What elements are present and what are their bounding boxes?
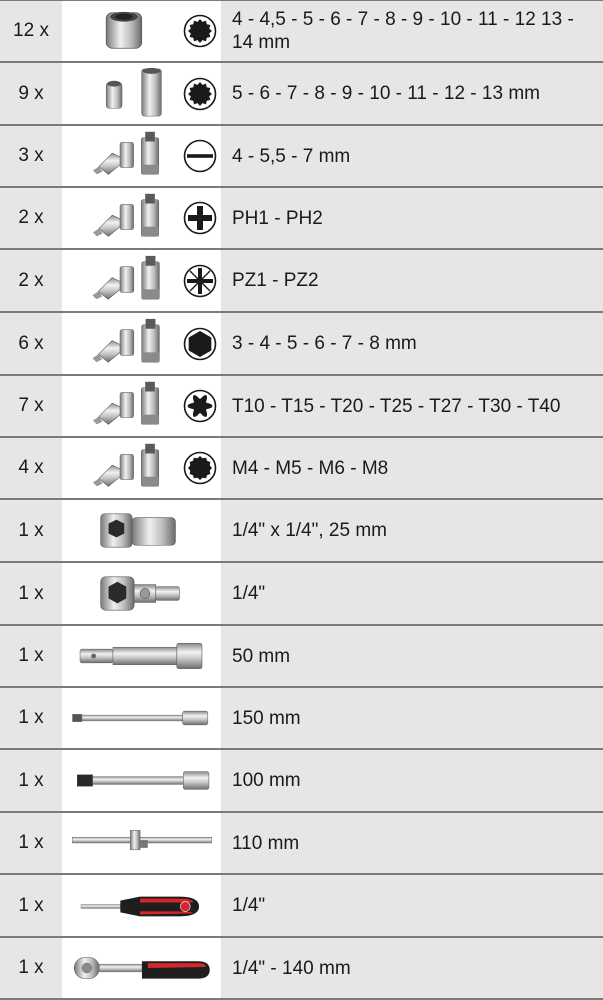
t-handle-image	[62, 813, 221, 873]
extension-long-image	[62, 688, 221, 748]
spec-cell	[232, 563, 595, 624]
quantity-cell: 2 x	[18, 269, 44, 291]
table-row	[0, 875, 603, 938]
spec-cell	[232, 875, 595, 936]
table-row	[0, 500, 603, 563]
tool-image-cell	[62, 438, 221, 498]
quantity-cell: 4 x	[18, 457, 44, 478]
quantity-cell: 1 x	[18, 582, 44, 604]
bit-socket-image	[62, 313, 180, 374]
quantity-cell: 1 x	[18, 832, 44, 853]
spec-text: PH1 - PH2	[232, 207, 323, 229]
quantity-cell: 6 x	[18, 332, 44, 354]
table-row	[0, 313, 603, 376]
12-point-icon	[183, 14, 217, 48]
tool-image-cell	[62, 813, 221, 873]
spec-cell	[232, 250, 595, 311]
spec-text: 150 mm	[232, 707, 301, 729]
spec-text: 4 - 5,5 - 7 mm	[232, 145, 351, 167]
spec-cell	[232, 626, 595, 686]
quantity-cell: 1 x	[18, 957, 44, 978]
table-row	[0, 938, 603, 1000]
bit-socket-image	[62, 126, 180, 186]
tool-image-cell	[62, 938, 221, 998]
spec-cell	[232, 438, 595, 498]
pozidriv-icon	[183, 264, 217, 298]
tool-image-cell	[62, 250, 221, 311]
tool-image-cell	[62, 875, 221, 936]
table-row	[0, 813, 603, 875]
spec-cell	[232, 126, 595, 186]
tool-image-cell	[62, 1, 221, 61]
spec-text: 1/4" x 1/4", 25 mm	[232, 520, 387, 541]
tool-image-cell	[62, 563, 221, 624]
quantity-cell: 12 x	[13, 20, 49, 41]
bit-socket-image	[62, 250, 180, 311]
tool-image-cell	[62, 750, 221, 811]
spec-text: 1/4"	[232, 583, 266, 604]
tool-image-cell	[62, 188, 221, 248]
table-row	[0, 563, 603, 626]
spec-text: 4 - 4,5 - 5 - 6 - 7 - 8 - 9 - 10 - 11 - 12 13 - 14 mm	[232, 9, 574, 53]
spline-icon	[183, 451, 217, 485]
quantity-cell: 1 x	[18, 769, 44, 791]
spec-text: 1/4" - 140 mm	[232, 957, 351, 979]
hex-icon	[183, 327, 217, 361]
extension-short-image	[62, 626, 221, 686]
socket-short-image	[62, 1, 180, 62]
spec-cell	[232, 750, 595, 811]
quantity-cell: 2 x	[18, 207, 44, 228]
spec-text: 1/4"	[232, 895, 266, 916]
quantity-cell: 1 x	[18, 645, 44, 666]
table-row	[0, 376, 603, 438]
tool-image-cell	[62, 500, 221, 561]
quantity-cell: 1 x	[18, 894, 44, 916]
spec-text: T10 - T15 - T20 - T25 - T27 - T30 - T40	[232, 395, 561, 417]
table-row	[0, 626, 603, 688]
spec-cell	[232, 313, 595, 374]
table-row	[0, 126, 603, 188]
spec-cell	[232, 938, 595, 998]
tool-image-cell	[62, 313, 221, 374]
tool-image-cell	[62, 63, 221, 124]
tool-image-cell	[62, 626, 221, 686]
spec-cell	[232, 1, 595, 61]
table-row	[0, 688, 603, 750]
table-row	[0, 188, 603, 250]
table-row	[0, 250, 603, 313]
table-row	[0, 750, 603, 813]
spec-cell	[232, 376, 595, 436]
adapter-image	[62, 500, 221, 561]
quantity-cell: 3 x	[18, 145, 44, 166]
quantity-cell: 7 x	[18, 395, 44, 416]
spec-cell	[232, 63, 595, 124]
extension-medium-image	[62, 750, 221, 811]
12-point-icon	[183, 77, 217, 111]
spec-text: PZ1 - PZ2	[232, 270, 319, 291]
phillips-icon	[183, 201, 217, 235]
bit-socket-image	[62, 438, 180, 498]
spec-text: 100 mm	[232, 770, 301, 791]
bit-socket-image	[62, 188, 180, 248]
spec-text: 5 - 6 - 7 - 8 - 9 - 10 - 11 - 12 - 13 mm	[232, 83, 540, 104]
spec-cell	[232, 688, 595, 748]
spec-cell	[232, 188, 595, 248]
socket-deep-image	[62, 63, 180, 124]
quantity-cell: 9 x	[18, 82, 44, 104]
spec-text: 110 mm	[232, 832, 300, 854]
spec-text: 50 mm	[232, 645, 291, 667]
quantity-cell: 1 x	[18, 707, 44, 728]
table-row	[0, 0, 603, 63]
tool-image-cell	[62, 688, 221, 748]
spec-text: 3 - 4 - 5 - 6 - 7 - 8 mm	[232, 333, 417, 354]
spinner-handle-image	[62, 875, 221, 936]
table-row	[0, 438, 603, 500]
bit-socket-image	[62, 376, 180, 436]
table-row	[0, 63, 603, 126]
torx-icon	[183, 389, 217, 423]
tool-image-cell	[62, 126, 221, 186]
ratchet-image	[62, 938, 221, 998]
spec-text: M4 - M5 - M6 - M8	[232, 457, 389, 479]
spec-cell	[232, 500, 595, 561]
tool-image-cell	[62, 376, 221, 436]
quantity-cell: 1 x	[18, 519, 44, 541]
spec-cell	[232, 813, 595, 873]
slotted-icon	[183, 139, 217, 173]
universal-joint-image	[62, 563, 221, 624]
